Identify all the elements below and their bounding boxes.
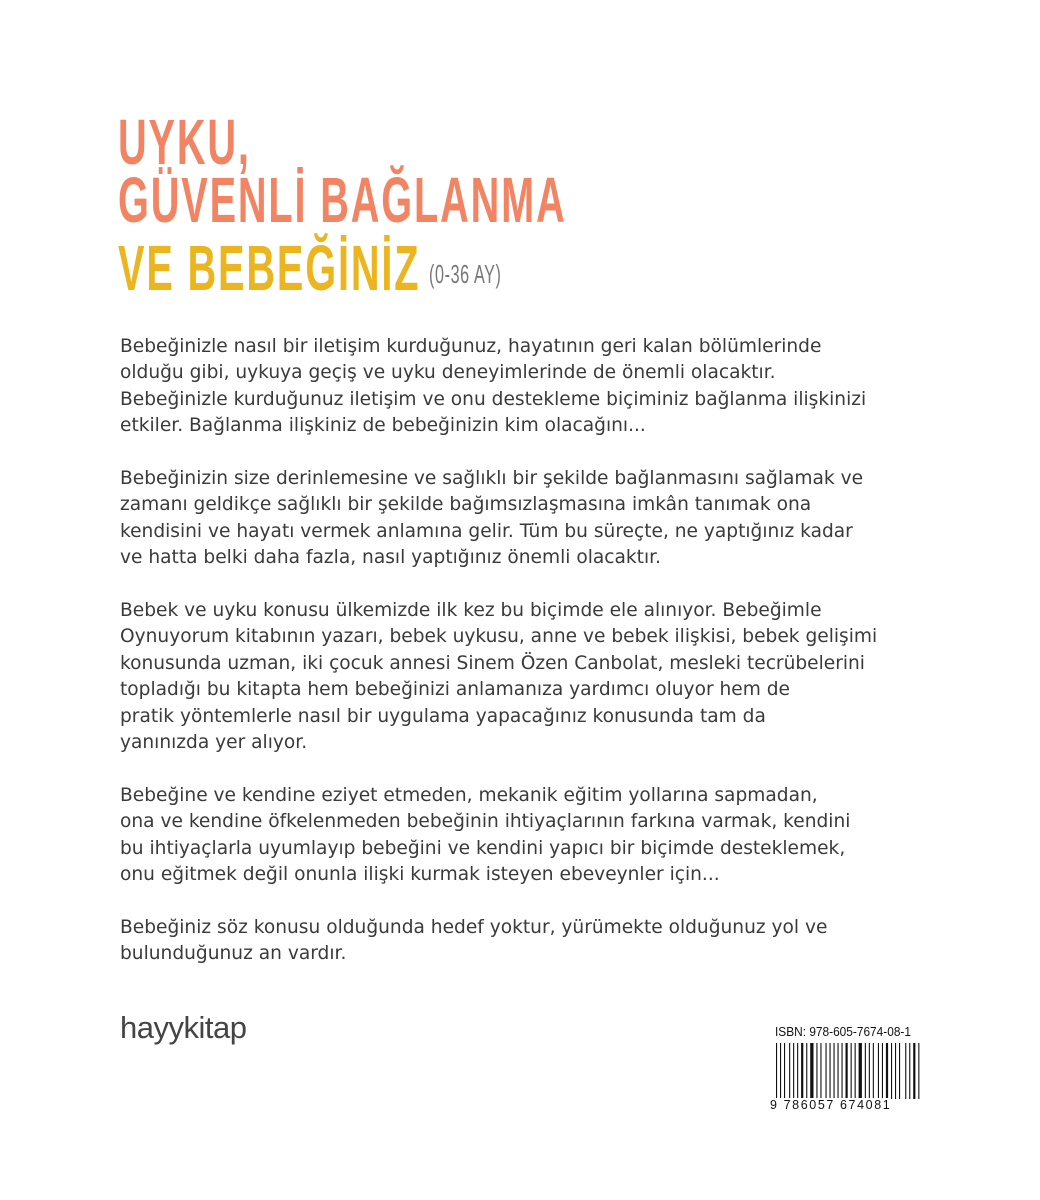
barcode-bar (826, 1043, 827, 1099)
barcode-bar (830, 1043, 831, 1099)
barcode-bar (891, 1043, 892, 1099)
barcode-bar (784, 1043, 785, 1099)
barcode-bar (882, 1043, 883, 1099)
barcode-bar (886, 1043, 888, 1099)
paragraph-line: Bebeğinizin size derinlemesine ve sağlıklı bir şekilde bağlanmasını sağlamak ve (120, 468, 864, 490)
paragraph-line: Oynuyorum kitabının yazarı, bebek uykusu, anne ve bebek ilişkisi, bebek gelişimi (120, 626, 878, 648)
paragraph-line: Bebek ve uyku konusu ülkemizde ilk kez bu biçimde ele alınıyor. Bebeğimle (120, 600, 822, 622)
paragraph-line: Bebeğiniz söz konusu olduğunda hedef yoktur, yürümekte olduğunuz yol ve (120, 916, 828, 938)
paragraph-line: Bebeğinizle nasıl bir iletişim kurduğunuz, hayatının geri kalan bölümlerinde (120, 336, 822, 357)
title-line-3 (118, 232, 502, 304)
paragraph-line: ve hatta belki daha fazla, nasıl yaptığınız önemli olacaktır. (120, 547, 661, 569)
back-cover-blurb (120, 334, 940, 994)
barcode-bar (806, 1043, 807, 1099)
paragraph-line: bulunduğunuz an vardır. (120, 943, 347, 965)
barcode-bar (834, 1043, 835, 1099)
paragraph-line: onu eğitmek değil onunla ilişki kurmak isteyen ebeveynler için... (120, 864, 720, 886)
paragraph (120, 783, 940, 889)
paragraph-line: konusunda uzman, iki çocuk annesi Sinem Özen Canbolat, mesleki tecrübelerini (120, 652, 865, 674)
paragraph-line: olduğu gibi, uykuya geçiş ve uyku deneyimlerinde de önemli olacaktır. (120, 362, 776, 384)
barcode-bar (810, 1043, 813, 1099)
paragraph (120, 915, 940, 968)
title-line-1: UYKU, (118, 106, 251, 178)
barcode-bar (816, 1043, 817, 1099)
barcode-bar (905, 1043, 906, 1099)
barcode-bar (846, 1043, 848, 1099)
title-line-2: GÜVENLİ BAĞLANMA (118, 164, 567, 236)
paragraph-line: yanınızda yer alıyor. (120, 732, 308, 754)
barcode-bar (820, 1043, 821, 1099)
paragraph-line: Bebeğine ve kendine eziyet etmeden, mekanik eğitim yollarına sapmadan, (120, 784, 818, 806)
paragraph-line: topladığı bu kitapta hem bebeğinizi anlamanıza yardımcı oluyor hem de (120, 679, 790, 701)
barcode-bar (865, 1043, 866, 1099)
barcode-bar (842, 1043, 843, 1099)
barcode-bar (909, 1043, 910, 1099)
paragraph-line: etkiler. Bağlanma ilişkiniz de bebeğinizin kim olacağını... (120, 415, 646, 437)
paragraph-line: ona ve kendine öfkelenmeden bebeğinin ihtiyaçlarının farkına varmak, kendini (120, 811, 851, 833)
paragraph-line: pratik yöntemlerle nasıl bir uygulama yapacağınız konusunda tam da (120, 705, 766, 727)
title-line-3-text: VE BEBEĞİNİZ (118, 232, 421, 304)
paragraph-line: zamanı geldikçe sağlıklı bir şekilde bağımsızlaşmasına imkân tanımak ona (120, 494, 812, 516)
barcode-bar (859, 1043, 862, 1099)
barcode-bar (878, 1043, 879, 1099)
age-range: (0-36 AY) (429, 259, 502, 289)
barcode-bar (797, 1043, 798, 1099)
barcode-number: 9 786057 674081 (770, 1098, 892, 1112)
paragraph-line: kendisini ve hayatı vermek anlamına gelir. Tüm bu süreçte, ne yaptığınız kadar (120, 520, 853, 542)
paragraph (120, 466, 940, 572)
paragraph-line: bu ihtiyaçlarla uyumlayıp bebeğini ve kendini yapıcı bir biçimde desteklemek, (120, 837, 846, 859)
barcode-bar (869, 1043, 870, 1099)
barcode-bar (899, 1043, 900, 1099)
isbn-label: ISBN: 978-605-7674-08-1 (775, 1025, 911, 1039)
barcode-bar (918, 1043, 919, 1099)
paragraph-line: Bebeğinizle kurduğunuz iletişim ve onu destekleme biçiminiz bağlanma ilişkinizi (120, 388, 867, 410)
barcode-bar (913, 1043, 915, 1099)
paragraph (120, 334, 940, 440)
barcode-bar (801, 1043, 803, 1099)
publisher-logo: hayykitap (120, 1010, 247, 1045)
barcode-bar (789, 1043, 790, 1099)
barcode-bar (838, 1043, 839, 1099)
paragraph (120, 598, 940, 756)
barcode-bar (873, 1043, 874, 1099)
barcode-bar (895, 1043, 896, 1099)
barcode-bar (793, 1043, 794, 1099)
